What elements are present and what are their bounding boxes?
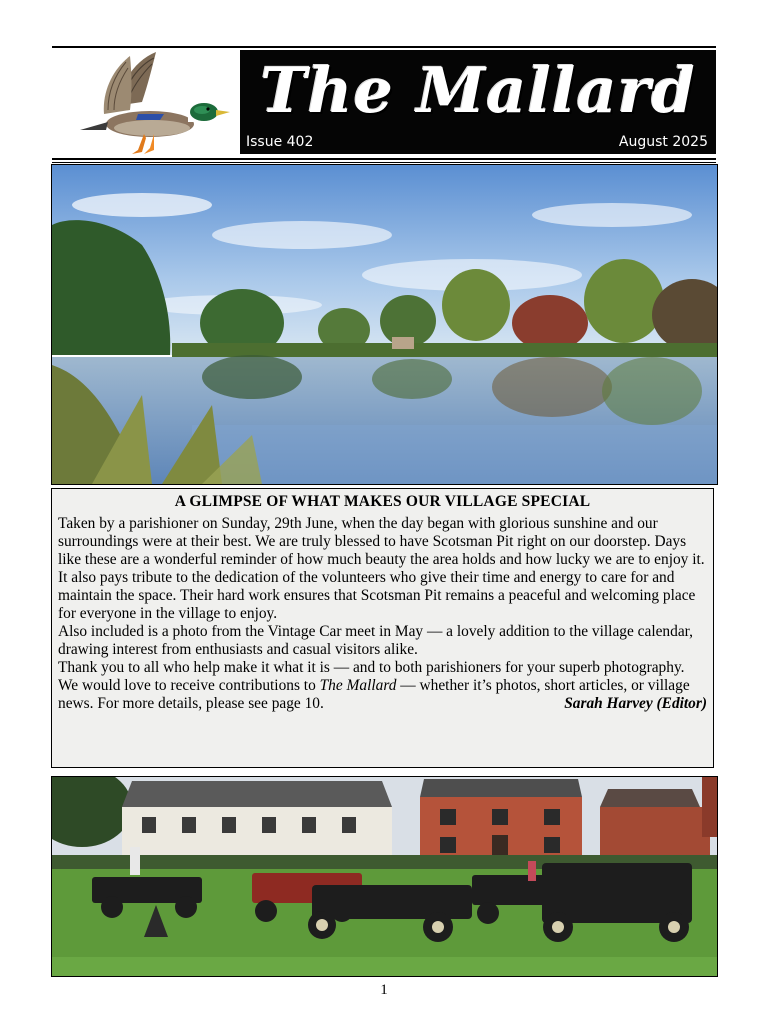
masthead-bottom-rule [52, 158, 716, 160]
article-paragraph-4-end: — whether it’s photos, short articles, or village news. For more details, please see page 10. [58, 677, 690, 712]
newsletter-name-italic: The Mallard [319, 677, 397, 694]
article-headline: A GLIMPSE OF WHAT MAKES OUR VILLAGE SPECIAL [174, 493, 591, 510]
article-box [51, 488, 714, 768]
issue-date: August 2025 [618, 134, 708, 150]
article-paragraph-4-start: We would love to receive contributions to [58, 677, 320, 694]
newsletter-title: The Mallard [260, 54, 696, 127]
village-pond-photo [51, 164, 718, 485]
article-paragraph-4 [58, 677, 707, 713]
vintage-car-meet-photo [51, 776, 718, 977]
masthead-bottom-rule-2 [52, 162, 716, 163]
masthead-title-block [240, 50, 716, 154]
masthead-top-rule [52, 46, 716, 48]
page-number: 1 [380, 982, 388, 998]
article-paragraph-2: Also included is a photo from the Vintage Car meet in May — a lovely addition to the village calendar, drawing interest from enthusiasts and casual visitors alike. [58, 623, 694, 658]
issue-number: Issue 402 [246, 134, 314, 150]
article-paragraph-1: Taken by a parishioner on Sunday, 29th June, when the day began with glorious sunshine and our surroundings were at their best. We are truly blessed to have Scotsman Pit right on our doorstep. Days like these are a wonderful reminder of how much beauty the area holds and how lucky we are to enjoy it. It also pays tribute to the dedication of the volunteers who give their time and energy to care for and maintain the space. Their hard work ensures that Scotsman Pit remains a peaceful and welcoming place for everyone in the village to enjoy. [58, 515, 705, 622]
article-paragraph-3: Thank you to all who help make it what it is — and to both parishioners for your superb photography. [58, 659, 685, 676]
flying-mallard-duck-icon [52, 50, 236, 158]
editor-signature: Sarah Harvey (Editor) [564, 695, 707, 712]
masthead-logo [52, 50, 236, 158]
